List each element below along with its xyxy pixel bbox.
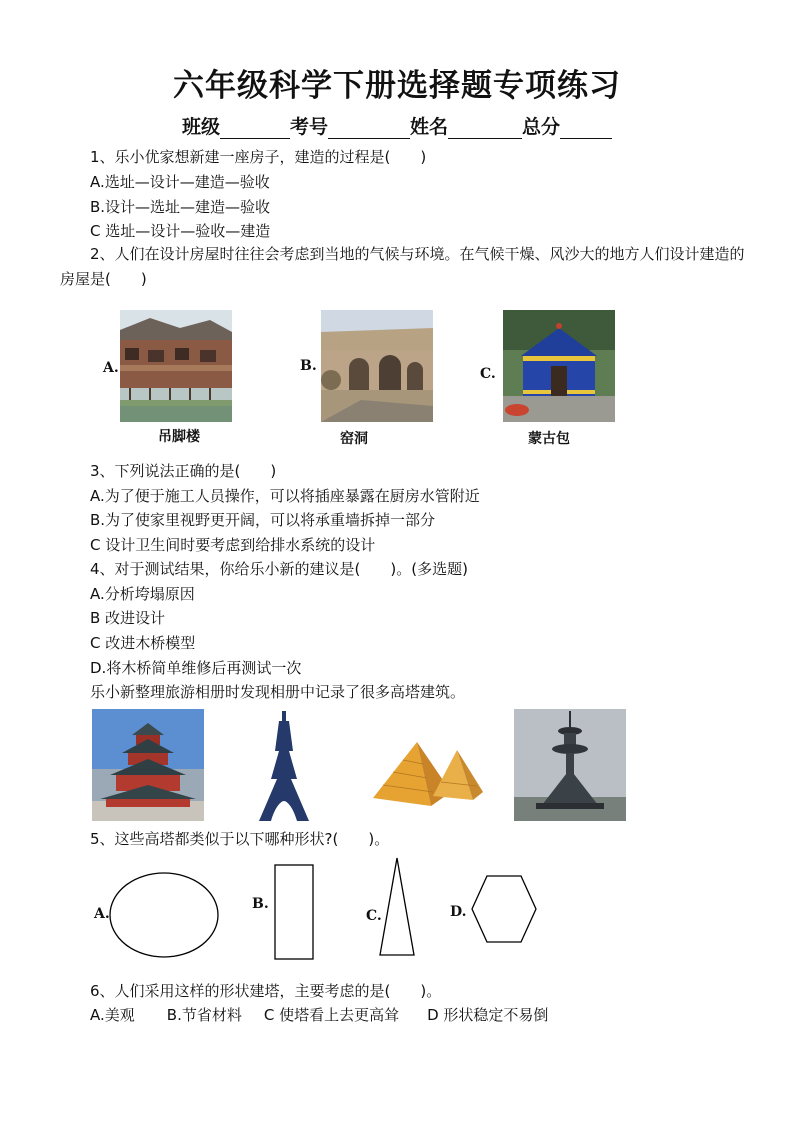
q3-option-a[interactable]: A.为了便于施工人员操作，可以将插座暴露在厨房水管附近 (90, 487, 480, 505)
q1-option-a[interactable]: A.选址—设计—建造—验收 (90, 173, 270, 191)
rectangle-shape[interactable] (274, 864, 316, 962)
tv-tower-photo (514, 709, 626, 821)
q5-letter-c: C. (366, 908, 382, 924)
q2-letter-b: B. (300, 358, 317, 374)
name-label: 姓名 (410, 116, 449, 138)
exam-number-label: 考号 (289, 116, 328, 138)
q5-letter-d: D. (450, 904, 467, 920)
q1-stem: 1、乐小优家想新建一座房子，建造的过程是( ) (90, 148, 427, 166)
q6-stem: 6、人们采用这样的形状建塔，主要考虑的是( )。 (90, 982, 442, 1000)
q4-option-d[interactable]: D.将木桥简单维修后再测试一次 (90, 659, 302, 677)
q2-caption-b: 窑洞 (340, 431, 368, 447)
score-label: 总分 (522, 116, 561, 138)
q1-option-b[interactable]: B.设计—选址—建造—验收 (90, 198, 271, 216)
hexagon-shape[interactable] (470, 874, 538, 944)
q3-stem: 3、下列说法正确的是( ) (90, 462, 277, 480)
q3-option-b[interactable]: B.为了使家里视野更开阔，可以将承重墙拆掉一部分 (90, 511, 436, 529)
pavilion-tower-photo (92, 709, 204, 821)
q4-stem: 4、对于测试结果，你给乐小新的建议是( )。(多选题) (90, 560, 468, 578)
page-title: 六年级科学下册选择题专项练习 (173, 68, 621, 104)
name-blank[interactable] (448, 120, 522, 139)
triangle-shape[interactable] (378, 856, 418, 958)
q5-letter-b: B. (252, 896, 269, 912)
q6-option-c[interactable]: C 使塔看上去更高耸 (263, 1006, 400, 1024)
q2-caption-a: 吊脚楼 (158, 429, 200, 445)
pyramids-icon (373, 740, 485, 810)
q6-option-b[interactable]: B.节省材料 (166, 1006, 242, 1024)
exam-number-blank[interactable] (328, 120, 410, 139)
tower-intro: 乐小新整理旅游相册时发现相册中记录了很多高塔建筑。 (90, 683, 466, 701)
q6-option-d[interactable]: D 形状稳定不易倒 (427, 1006, 549, 1024)
q4-option-c[interactable]: C 改进木桥模型 (90, 634, 196, 652)
score-blank[interactable] (560, 120, 612, 139)
q2-caption-c: 蒙古包 (528, 431, 570, 447)
q4-option-a[interactable]: A.分析垮塌原因 (90, 585, 195, 603)
q2-letter-c: C. (480, 366, 496, 382)
q4-option-b[interactable]: B 改进设计 (90, 609, 166, 627)
q5-letter-a: A. (94, 906, 110, 922)
q1-option-c[interactable]: C 选址—设计—验收—建造 (90, 222, 271, 240)
stilt-house-photo[interactable] (120, 310, 232, 422)
q3-option-c[interactable]: C 设计卫生间时要考虑到给排水系统的设计 (90, 536, 376, 554)
q6-option-a[interactable]: A.美观 (90, 1006, 135, 1024)
class-label: 班级 (181, 116, 220, 138)
cave-dwelling-photo[interactable] (321, 310, 433, 422)
q2-stem: 2、人们在设计房屋时往往会考虑到当地的气候与环境。在气候干燥、风沙大的地方人们设计建造的房屋是( ) (60, 245, 745, 288)
ellipse-shape[interactable] (108, 870, 220, 962)
q5-stem: 5、这些高塔都类似于以下哪种形状?( )。 (90, 830, 390, 848)
student-info-row (0, 112, 794, 139)
q6-options-row (90, 1004, 548, 1025)
yurt-photo[interactable] (503, 310, 615, 422)
class-blank[interactable] (220, 120, 290, 139)
q2-letter-a: A. (103, 360, 119, 376)
eiffel-tower-icon (228, 709, 340, 821)
